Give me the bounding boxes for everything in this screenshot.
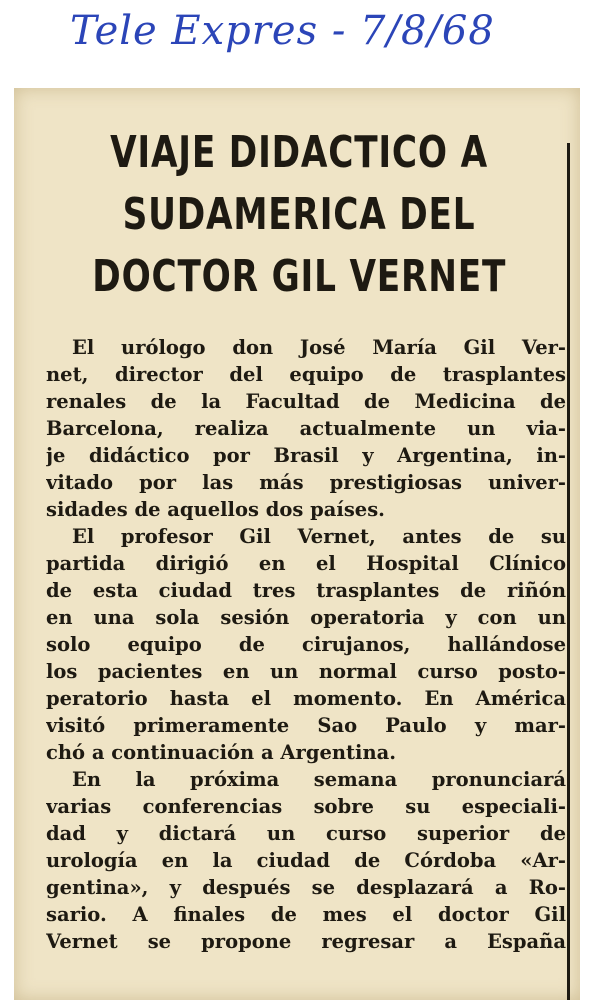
- text-line: net, director del equipo de trasplantes: [46, 363, 566, 386]
- text-line: partida dirigió en el Hospital Clínico: [46, 552, 566, 575]
- newspaper-clipping: [14, 88, 580, 1000]
- text-line: peratorio hasta el momento. En América: [46, 687, 566, 710]
- text-line: varias conferencias sobre su especiali-: [46, 795, 566, 818]
- paragraph-3: [46, 766, 566, 955]
- text-line: El profesor Gil Vernet, antes de su: [72, 525, 566, 548]
- text-line: de esta ciudad tres trasplantes de riñón: [46, 579, 566, 602]
- headline-line: VIAJE DIDACTICO A: [110, 127, 488, 178]
- handwritten-source-note: Tele Expres - 7/8/68: [70, 8, 495, 54]
- text-line: los pacientes en un normal curso posto-: [46, 660, 566, 683]
- paragraph-2: [46, 523, 566, 766]
- text-line: dad y dictará un curso superior de: [46, 822, 566, 845]
- column-rule: [567, 143, 570, 1000]
- headline-line: DOCTOR GIL VERNET: [92, 251, 507, 302]
- text-line: vitado por las más prestigiosas univer-: [46, 471, 566, 494]
- text-line: chó a continuación a Argentina.: [46, 741, 397, 764]
- text-line: sario. A finales de mes el doctor Gil: [46, 903, 566, 926]
- text-line: El urólogo don José María Gil Ver-: [72, 336, 566, 359]
- text-line: Vernet se propone regresar a España: [46, 930, 566, 953]
- headline-line: SUDAMERICA DEL: [122, 189, 476, 240]
- text-line: Barcelona, realiza actualmente un via-: [46, 417, 566, 440]
- text-line: je didáctico por Brasil y Argentina, in-: [46, 444, 566, 467]
- text-line: sidades de aquellos dos países.: [46, 498, 385, 521]
- text-line: urología en la ciudad de Córdoba «Ar-: [46, 849, 566, 872]
- text-line: en una sola sesión operatoria y con un: [46, 606, 566, 629]
- article-body: [46, 334, 566, 955]
- headline: [92, 122, 505, 308]
- text-line: En la próxima semana pronunciará: [72, 768, 566, 791]
- text-line: gentina», y después se desplazará a Ro-: [46, 876, 566, 899]
- text-line: renales de la Facultad de Medicina de: [46, 390, 566, 413]
- text-line: visitó primeramente Sao Paulo y mar-: [46, 714, 566, 737]
- text-line: solo equipo de cirujanos, hallándose: [46, 633, 566, 656]
- paragraph-1: [46, 334, 566, 523]
